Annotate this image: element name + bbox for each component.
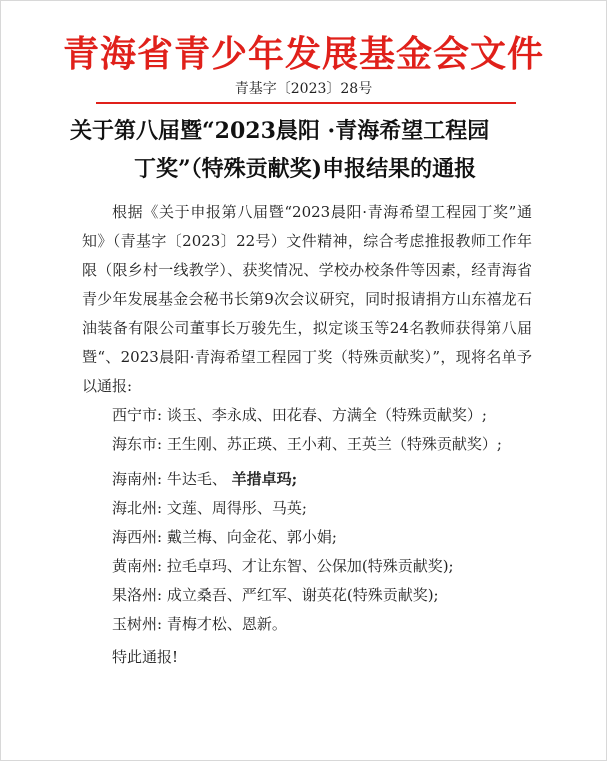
region-list-item bbox=[82, 430, 532, 459]
region-name: 玉树州: bbox=[112, 615, 163, 633]
region-name: 海北州: bbox=[112, 499, 163, 517]
teacher-names: 拉毛卓玛、才让东智、公保加(特殊贡献奖); bbox=[166, 557, 454, 575]
organization-header-title: 青海省青少年发展基金会文件 bbox=[62, 34, 544, 75]
region-list-item bbox=[82, 465, 532, 494]
teacher-names: 青梅才松、恩新。 bbox=[166, 615, 287, 633]
teacher-names: 成立桑吾、严红军、谢英花(特殊贡献奖); bbox=[166, 586, 439, 604]
teacher-names: 戴兰梅、向金花、郭小娟; bbox=[166, 528, 337, 546]
region-name: 海东市: bbox=[112, 435, 163, 453]
region-name: 海南州: bbox=[112, 470, 163, 488]
region-list-item bbox=[82, 581, 532, 610]
region-name: 果洛州: bbox=[112, 586, 163, 604]
region-list-item bbox=[82, 523, 532, 552]
region-list-item bbox=[82, 552, 532, 581]
teacher-names: 牛达毛、 bbox=[166, 470, 227, 488]
notice-title-line-1: 关于第八届暨“2023晨阳 ·青海希望工程园 bbox=[70, 118, 490, 144]
notice-title-line-2: 丁奖”（特殊贡献奖)申报结果的通报 bbox=[134, 156, 477, 182]
region-list-item bbox=[82, 401, 532, 430]
main-paragraph: 根据《关于申报第八届暨“2023晨阳·青海希望工程园丁奖”通知》（青基字〔2023〕22号）文件精神，综合考虑推报教师工作年限（限乡村一线教学）、获奖情况、学校办校条件等因素，经青海省青少年发展基金会秘书长第9次会议研究，同时报请捐方山东禧龙石油装备有限公司董事长万骏先生，拟定谈玉等24名教师获得第八届暨“、2023晨阳·青海希望工程园丁奖（特殊贡献奖）”，现将名单予以通报: bbox=[82, 203, 532, 395]
document-number: 青基字〔2023〕28号 bbox=[234, 81, 373, 97]
region-name: 西宁市: bbox=[112, 406, 163, 424]
region-name: 黄南州: bbox=[112, 557, 163, 575]
teacher-names: 谈玉、李永成、田花春、方满全（特殊贡献奖）; bbox=[166, 406, 487, 424]
teacher-names: 文莲、周得彤、马英; bbox=[166, 499, 307, 517]
region-name: 海西州: bbox=[112, 528, 163, 546]
region-list-item bbox=[82, 610, 532, 639]
teacher-names-bold: 羊措卓玛; bbox=[231, 470, 298, 488]
notice-body bbox=[82, 198, 532, 672]
closing-line: 特此通报! bbox=[112, 648, 179, 666]
red-divider-line bbox=[96, 102, 516, 104]
region-list-item bbox=[82, 494, 532, 523]
teacher-names: 王生刚、苏正瑛、王小莉、王英兰（特殊贡献奖）; bbox=[166, 435, 502, 453]
notice-title bbox=[70, 112, 550, 188]
